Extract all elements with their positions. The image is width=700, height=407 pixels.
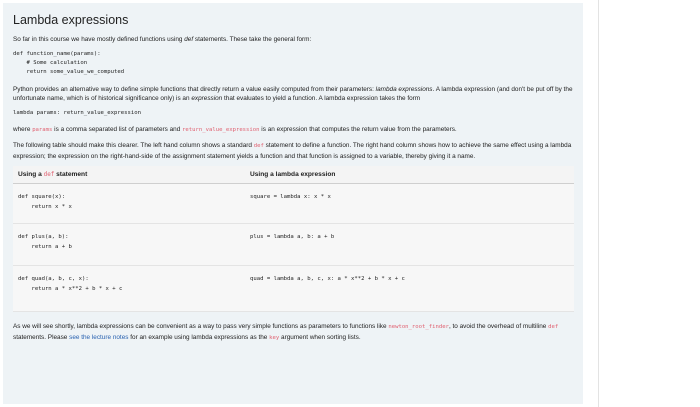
text: is a comma separated list of parameters and (52, 126, 183, 134)
table-header-lambda: Using a lambda expression (245, 166, 574, 184)
table-cell-lambda (245, 184, 574, 224)
code-line: def quad(a, b, c, x): (18, 276, 89, 283)
text: statement to define a function. The right hand column shows how to achieve the same effect using a lambda expression; the expression on the right-hand-side of the assignment statement yields a function and that function is assigned to a variable, thereby giving it a name. (13, 142, 572, 160)
intro-paragraph (13, 35, 573, 45)
lecture-notes-link[interactable]: see the lecture notes (69, 333, 129, 341)
text: that evaluates to yield a function. A lambda expression takes the form (222, 95, 421, 103)
code-line: lambda params: return_value_expression (13, 110, 141, 116)
code-line: quad = lambda a, b, c, x: a * x**2 + b * x + c (250, 276, 405, 283)
text: where (13, 126, 33, 134)
inline-code: def (548, 324, 559, 331)
table-header-def (13, 166, 245, 184)
table-row (13, 266, 574, 312)
code-line: square = lambda x: x * x (250, 194, 331, 201)
code-line: def function_name(params): (13, 50, 101, 57)
code-line: return some_value_we_computed (13, 69, 125, 76)
closing-paragraph (13, 322, 573, 343)
table-row (13, 224, 574, 266)
intro-text: So far in this course we have mostly defined functions using (13, 36, 185, 43)
text: The following table should make this clearer. The left hand column shows a standard (13, 142, 254, 149)
notebook-cell (3, 3, 583, 404)
table-cell-lambda (245, 266, 574, 312)
lambda-intro-paragraph (13, 85, 573, 104)
table-row (13, 184, 574, 224)
text: Using a (18, 171, 44, 179)
params-paragraph (13, 125, 573, 136)
text: is an expression that computes the return value from the parameters. (259, 126, 457, 134)
text: for an example using lambda expressions as the (128, 333, 270, 341)
inline-code: return_value_expression (182, 127, 260, 134)
general-form-code (13, 50, 573, 78)
table-cell-def (13, 184, 245, 224)
code-line: return x * x (18, 203, 72, 210)
table-header-row (13, 166, 574, 184)
intro-def: def (184, 36, 194, 43)
table-cell-def (13, 224, 245, 266)
intro-text-end: statements. These take the general form: (193, 36, 312, 43)
emphasis: lambda expressions (375, 85, 433, 93)
text: statements. Please (13, 333, 70, 341)
table-cell-def (13, 266, 245, 312)
code-line: def plus(a, b): (18, 234, 69, 241)
text: Python provides an alternative way to define simple functions that directly return a value easily computed from their parameters: (13, 85, 376, 93)
table-cell-lambda (245, 224, 574, 266)
code-line: plus = lambda a, b: a + b (250, 234, 335, 241)
divider (598, 0, 599, 407)
inline-code: newton_root_finder (388, 324, 449, 331)
text: As we will see shortly, lambda expressions can be convenient as a way to pass very simple functions as parameters to functions like (13, 323, 389, 331)
code-line: def square(x): (18, 194, 66, 201)
text: , to avoid the overhead of multiline (448, 323, 549, 331)
inline-code: params (32, 127, 53, 134)
inline-code: def (43, 172, 55, 179)
code-line: return a + b (18, 243, 72, 250)
code-line: return a * x**2 + b * x + c (18, 285, 123, 292)
page-title: Lambda expressions (13, 13, 129, 27)
comparison-table (13, 166, 574, 312)
emphasis: expression (191, 95, 223, 103)
text: statement (54, 171, 88, 179)
text: . A lambda expression (and don't be put off by the unfortunate name, which is of historical significance only) is an (13, 85, 573, 103)
lambda-form-code (13, 109, 573, 118)
inline-code: def (253, 143, 264, 149)
inline-code: key (269, 334, 280, 341)
code-line: # Some calculation (13, 60, 88, 66)
table-intro-paragraph (13, 141, 573, 161)
text: argument when sorting lists. (279, 333, 361, 341)
